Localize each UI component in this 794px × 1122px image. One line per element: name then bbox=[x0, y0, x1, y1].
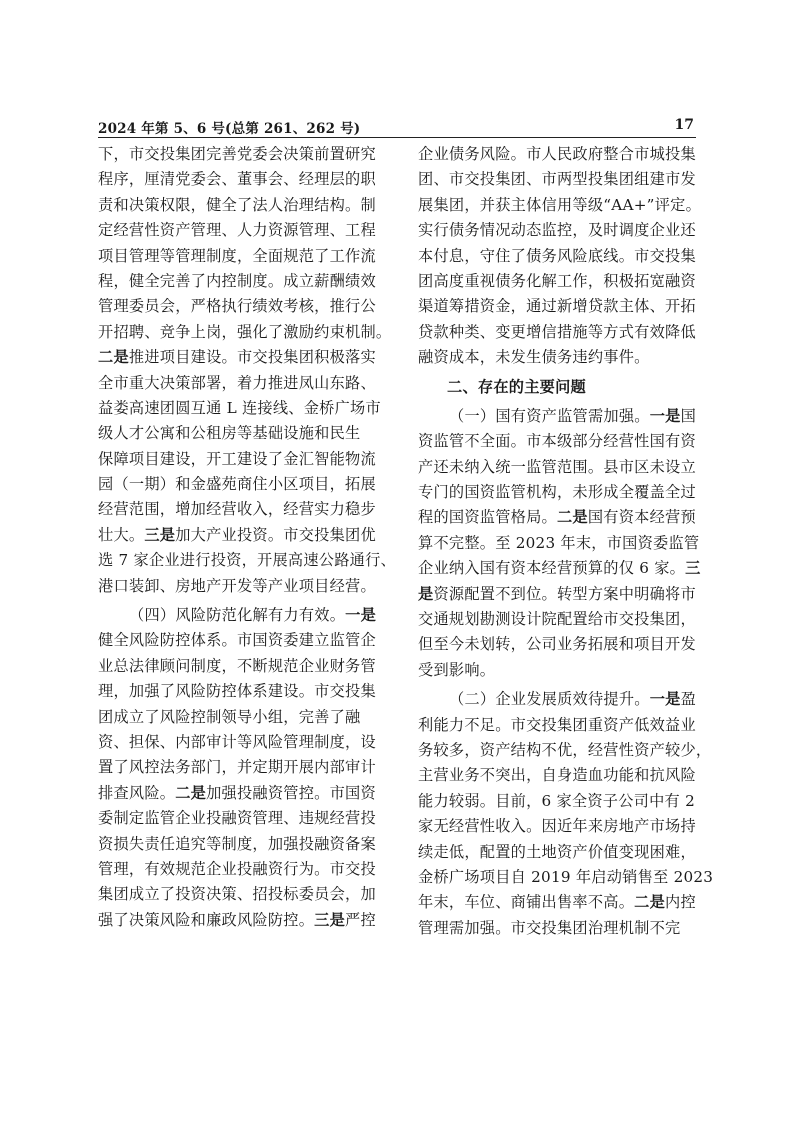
text-line bbox=[98, 882, 388, 907]
text-line bbox=[418, 916, 700, 941]
body-text: 管理需加强。市交投集团治理机制不完 bbox=[418, 918, 681, 937]
text-line bbox=[98, 396, 388, 421]
body-text: 委制定监管企业投融资管理、违规经营投 bbox=[98, 809, 376, 828]
text-line bbox=[98, 857, 388, 882]
body-text: 管理，有效规范企业投融资行为。市交投 bbox=[98, 859, 376, 878]
text-line bbox=[98, 294, 388, 319]
text-line bbox=[418, 607, 700, 632]
body-text: 务较多，资产结构不优，经营性资产较少， bbox=[418, 740, 712, 759]
text-line bbox=[418, 294, 700, 319]
body-text: 团成立了风险控制领导小组，完善了融 bbox=[98, 707, 361, 726]
body-text: 展集团，并获主体信用等级“AA+”评定。 bbox=[418, 195, 702, 214]
body-text: 项目管理等管理制度，全面规范了工作流 bbox=[98, 246, 376, 265]
body-text: 集团成立了投资决策、招投标委员会，加 bbox=[98, 885, 376, 904]
text-line bbox=[98, 908, 388, 933]
body-text: 利能力不足。市交投集团重资产低效益业 bbox=[418, 715, 696, 734]
body-text: 能力较弱。目前，6 家全资子公司中有 2 bbox=[418, 791, 695, 810]
emphasis-text: 一是 bbox=[649, 690, 681, 709]
emphasis-text: 一是 bbox=[649, 406, 681, 425]
text-line bbox=[98, 705, 388, 730]
text-line bbox=[98, 548, 396, 573]
body-text: 受到影响。 bbox=[418, 660, 496, 679]
text-line bbox=[98, 497, 388, 522]
emphasis-text: 二是 bbox=[634, 893, 665, 912]
body-text: 业总法律顾问制度，不断规范企业财务管 bbox=[98, 656, 376, 675]
text-line bbox=[98, 244, 388, 269]
body-text: 交通规划勘测设计院配置给市交投集团， bbox=[418, 610, 696, 629]
body-text: 实行债务情况动态监控，及时调度企业还 bbox=[418, 221, 696, 240]
text-line bbox=[98, 142, 388, 167]
body-text: 资监管不全面。市本级部分经营性国有资 bbox=[418, 432, 696, 451]
text-line bbox=[98, 218, 388, 243]
text-line bbox=[98, 472, 388, 497]
body-text: 融资成本，未发生债务违约事件。 bbox=[418, 348, 650, 367]
body-text: 园（一期）和金盛苑商住小区项目，拓展 bbox=[98, 475, 376, 494]
emphasis-text: 二是 bbox=[98, 348, 129, 367]
text-line bbox=[418, 658, 700, 683]
text-line bbox=[418, 193, 700, 218]
body-text: 资损失责任追究等制度，加强投融资备案 bbox=[98, 834, 376, 853]
body-text: 加强投融资管控。市国资 bbox=[206, 783, 376, 802]
body-text: 港口装卸、房地产开发等产业项目经营。 bbox=[98, 576, 376, 595]
text-line bbox=[98, 781, 388, 806]
text-line bbox=[418, 738, 712, 763]
body-text: 产还未纳入统一监管范围。县市区未设立 bbox=[418, 457, 696, 476]
emphasis-text: 一是 bbox=[345, 606, 376, 625]
text-line bbox=[418, 320, 700, 345]
body-text: 盈 bbox=[680, 690, 696, 709]
body-text: 团、市交投集团、市两型投集团组建市发 bbox=[418, 170, 696, 189]
text-line bbox=[98, 371, 388, 396]
text-line bbox=[418, 687, 700, 712]
body-text: 理，加强了风险防控体系建设。市交投集 bbox=[98, 682, 376, 701]
body-text: 渠道筹措资金，通过新增贷款主体、开拓 bbox=[418, 297, 696, 316]
running-header bbox=[98, 117, 696, 138]
body-text: 资源配置不到位。转型方案中明确将市 bbox=[433, 584, 696, 603]
body-text: 国 bbox=[680, 406, 696, 425]
text-line bbox=[98, 269, 388, 294]
body-text: 推进项目建设。市交投集团积极落实 bbox=[128, 348, 376, 367]
text-line bbox=[98, 603, 388, 628]
body-text: 置了风控法务部门，并定期开展内部审计 bbox=[98, 758, 376, 777]
emphasis-text: 三是 bbox=[314, 910, 345, 929]
text-line bbox=[418, 218, 700, 243]
text-line bbox=[418, 167, 700, 192]
body-text: 下，市交投集团完善党委会决策前置研究 bbox=[98, 145, 376, 163]
subheading-text: （一）国有资产监管需加强。 bbox=[449, 406, 650, 425]
text-line bbox=[418, 531, 700, 556]
body-text: 程，健全完善了内控制度。成立薪酬绩效 bbox=[98, 271, 376, 290]
body-text: 开招聘、竞争上岗，强化了激励约束机制。 bbox=[98, 322, 392, 341]
text-line bbox=[418, 789, 700, 814]
text-line bbox=[418, 632, 700, 657]
body-text: 但至今未划转，公司业务拓展和项目开发 bbox=[418, 635, 696, 654]
emphasis-text: 三是 bbox=[144, 525, 176, 544]
body-text: 企业债务风险。市人民政府整合市城投集 bbox=[418, 145, 696, 163]
section-heading: 二、存在的主要问题 bbox=[447, 377, 586, 396]
body-text: 责和决策权限，健全了法人治理结构。制 bbox=[98, 195, 376, 214]
text-line bbox=[418, 814, 700, 839]
text-line bbox=[418, 865, 714, 890]
text-line bbox=[98, 628, 388, 653]
subheading-text: （二）企业发展质效待提升。 bbox=[449, 690, 650, 709]
text-line bbox=[98, 320, 392, 345]
body-text: 保障项目建设，开工建设了金汇智能物流 bbox=[98, 449, 376, 468]
body-text: 家无经营性收入。因近年来房地产市场持 bbox=[418, 817, 696, 836]
emphasis-text: 二是 bbox=[556, 508, 588, 527]
body-text: 益娄高速团圆互通 L 连接线、金桥广场市 bbox=[98, 398, 381, 417]
text-line bbox=[418, 375, 700, 400]
body-text: 选 7 家企业进行投资，开展高速公路通行、 bbox=[98, 551, 396, 570]
text-line bbox=[418, 269, 700, 294]
body-text: 健全风险防控体系。市国资委建立监管企 bbox=[98, 631, 376, 650]
text-line bbox=[98, 421, 388, 446]
body-text: 程序，厘清党委会、董事会、经理层的职 bbox=[98, 170, 376, 189]
body-text: 专门的国资监管机构，未形成全覆盖全过 bbox=[418, 483, 696, 502]
body-text: 管理委员会，严格执行绩效考核，推行公 bbox=[98, 297, 376, 316]
body-text: 强了决策风险和廉政风险防控。 bbox=[98, 910, 315, 929]
emphasis-text: 三 bbox=[685, 559, 701, 578]
body-text: 级人才公寓和公租房等基础设施和民生 bbox=[98, 424, 361, 443]
body-text: 壮大。 bbox=[98, 525, 145, 544]
text-line bbox=[98, 832, 388, 857]
text-line bbox=[418, 582, 700, 607]
subheading-text: （四）风险防范化解有力有效。 bbox=[129, 606, 346, 625]
text-line bbox=[98, 755, 388, 780]
text-line bbox=[418, 480, 700, 505]
text-line bbox=[418, 429, 700, 454]
text-line bbox=[418, 713, 700, 738]
page-number: 17 bbox=[674, 117, 694, 133]
text-line bbox=[418, 505, 700, 530]
body-text: 内控 bbox=[665, 893, 696, 912]
text-line bbox=[418, 556, 700, 581]
left-column bbox=[98, 142, 396, 933]
text-line bbox=[418, 404, 700, 429]
emphasis-text: 是 bbox=[418, 584, 434, 603]
text-line bbox=[418, 345, 700, 370]
body-text: 团高度重视债务化解工作，积极拓宽融资 bbox=[418, 271, 696, 290]
body-text: 程的国资监管格局。 bbox=[418, 508, 557, 527]
body-text: 算不完整。至 2023 年末，市国资委监管 bbox=[418, 533, 700, 552]
text-line bbox=[98, 654, 388, 679]
text-line bbox=[98, 345, 388, 370]
body-text: 续走低，配置的土地资产价值变现困难， bbox=[418, 842, 696, 861]
body-text: 严控 bbox=[345, 910, 376, 929]
body-text: 主营业务不突出，自身造血功能和抗风险 bbox=[418, 766, 696, 785]
text-line bbox=[418, 763, 700, 788]
text-line bbox=[98, 447, 388, 472]
text-line bbox=[418, 840, 700, 865]
text-line bbox=[418, 455, 700, 480]
text-line bbox=[98, 574, 388, 599]
issue-label: 2024 年第 5、6 号(总第 261、262 号) bbox=[98, 121, 361, 137]
body-text: 年末，车位、商铺出售率不高。 bbox=[418, 893, 635, 912]
text-line bbox=[98, 806, 388, 831]
text-line bbox=[418, 890, 700, 915]
body-text: 金桥广场项目自 2019 年启动销售至 2023 bbox=[418, 867, 714, 886]
body-text: 贷款种类、变更增信措施等方式有效降低 bbox=[418, 322, 696, 341]
body-text: 经营范围，增加经营收入，经营实力稳步 bbox=[98, 500, 376, 519]
body-text: 定经营性资产管理、人力资源管理、工程 bbox=[98, 221, 376, 240]
body-text: 排查风险。 bbox=[98, 783, 176, 802]
text-line bbox=[98, 167, 388, 192]
text-line bbox=[418, 142, 700, 167]
body-text: 资、担保、内部审计等风险管理制度，设 bbox=[98, 732, 376, 751]
right-column bbox=[418, 142, 714, 941]
text-line bbox=[98, 523, 388, 548]
body-text: 全市重大决策部署，着力推进凤山东路、 bbox=[98, 373, 376, 392]
body-text: 国有资本经营预 bbox=[587, 508, 696, 527]
body-text: 本付息，守住了债务风险底线。市交投集 bbox=[418, 246, 696, 265]
body-text: 加大产业投资。市交投集团优 bbox=[175, 525, 376, 544]
emphasis-text: 二是 bbox=[175, 783, 207, 802]
text-line bbox=[98, 730, 388, 755]
text-line bbox=[98, 679, 388, 704]
body-text: 企业纳入国有资本经营预算的仅 6 家。 bbox=[418, 559, 686, 578]
text-line bbox=[98, 193, 388, 218]
text-line bbox=[418, 244, 700, 269]
